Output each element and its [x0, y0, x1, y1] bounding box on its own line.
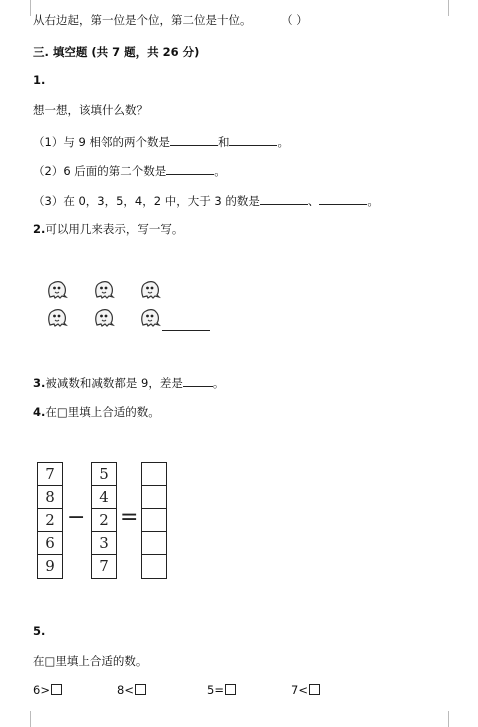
- q1-part2-blank[interactable]: [166, 162, 214, 175]
- q3-number: 3.: [33, 376, 46, 390]
- minuend-digit: 7: [38, 463, 62, 486]
- minuend-digit: 9: [45, 557, 55, 575]
- q2-answer-blank[interactable]: [162, 318, 210, 331]
- minuend-digit: 8: [38, 486, 62, 509]
- previous-question-text: 从右边起，第一位是个位，第二位是十位。: [33, 13, 252, 27]
- q5-item-number: 5: [207, 683, 215, 697]
- q1-part1-blank-2[interactable]: [229, 133, 277, 146]
- corner-mark-bottom-right: [448, 711, 465, 727]
- corner-mark-top-right: [448, 0, 465, 16]
- q1-part3-blank-1[interactable]: [260, 192, 308, 205]
- section-title: 三. 填空题 (共 7 题，共 26 分): [33, 45, 200, 59]
- difference-answer-column: [141, 462, 167, 579]
- difference-answer-box[interactable]: [142, 555, 166, 577]
- ghost-figure-icon: [46, 280, 68, 300]
- difference-answer-box[interactable]: [142, 486, 166, 509]
- q5-item-number: 7: [291, 683, 299, 697]
- minus-sign: −: [67, 505, 86, 530]
- corner-mark-top-left: [14, 0, 31, 16]
- subtrahend-digit: 2: [92, 509, 116, 532]
- ghost-figure-icon: [139, 308, 161, 328]
- answer-box[interactable]: [135, 684, 146, 695]
- subtrahend-digit-column: [91, 462, 117, 579]
- ghost-figure-icon: [93, 308, 115, 328]
- q5-item-operator: <: [124, 683, 134, 697]
- q3-line: [33, 374, 224, 391]
- subtrahend-digit: 4: [92, 486, 116, 509]
- q5-item-number: 6: [33, 683, 41, 697]
- q1-part1-blank-1[interactable]: [170, 133, 218, 146]
- q1-part3-text: （3）在 0，3，5，4，2 中，大于 3 的数是: [33, 194, 260, 208]
- q3-end: 。: [212, 376, 225, 390]
- q5-item: [117, 683, 146, 697]
- difference-answer-box[interactable]: [142, 532, 166, 555]
- q1-intro: 想一想，该填什么数？: [33, 103, 148, 117]
- answer-box[interactable]: [309, 684, 320, 695]
- q5-number: 5.: [33, 624, 46, 638]
- q5-item: [207, 683, 236, 697]
- previous-question-line: [33, 12, 308, 28]
- q1-part3-sep: 、: [307, 194, 320, 208]
- q1-part2: [33, 162, 226, 179]
- q1-part3-end: 。: [367, 194, 379, 208]
- ghost-figure-icon: [139, 280, 161, 300]
- q2-number: 2.: [33, 222, 46, 236]
- q5-item-operator: >: [40, 683, 50, 697]
- q4-line: [33, 404, 160, 420]
- minuend-digit-column: [37, 462, 63, 579]
- q1-part2-end: 。: [214, 164, 226, 178]
- ghost-figure-icon: [93, 280, 115, 300]
- q1-part3-blank-2[interactable]: [319, 192, 367, 205]
- q5-item-operator: <: [298, 683, 308, 697]
- q2-text: 可以用几来表示，写一写。: [45, 222, 184, 236]
- ghost-figure-icon: [46, 308, 68, 328]
- answer-box[interactable]: [225, 684, 236, 695]
- corner-mark-bottom-left: [14, 711, 31, 727]
- q5-text: 在□里填上合适的数。: [33, 654, 148, 668]
- difference-answer-box[interactable]: [142, 509, 166, 532]
- subtrahend-digit: 3: [92, 532, 116, 555]
- minuend-digit: 6: [38, 532, 62, 555]
- q5-item-number: 8: [117, 683, 125, 697]
- q1-part3: [33, 192, 379, 209]
- q2-line: [33, 221, 183, 237]
- q4-number: 4.: [33, 405, 46, 419]
- q5-item: [291, 683, 320, 697]
- q1-number: 1.: [33, 73, 46, 87]
- subtrahend-digit: 5: [92, 463, 116, 486]
- q1-part1-and: 和: [217, 135, 230, 149]
- q4-text: 在□里填上合适的数。: [45, 405, 160, 419]
- q3-text: 被减数和减数都是 9，差是: [45, 376, 183, 390]
- subtrahend-digit: 7: [99, 557, 109, 575]
- minuend-digit: 2: [38, 509, 62, 532]
- q1-part1-text: （1）与 9 相邻的两个数是: [33, 135, 170, 149]
- difference-answer-box[interactable]: [142, 463, 166, 486]
- q5-item: [33, 683, 62, 697]
- q1-part1-end: 。: [277, 135, 289, 149]
- answer-parentheses: （ ）: [281, 13, 308, 27]
- q1-part2-text: （2）6 后面的第二个数是: [33, 164, 167, 178]
- equals-sign: =: [120, 505, 139, 530]
- answer-box[interactable]: [51, 684, 62, 695]
- q5-item-operator: =: [214, 683, 224, 697]
- q1-part1: [33, 133, 289, 150]
- q3-blank[interactable]: [183, 374, 213, 387]
